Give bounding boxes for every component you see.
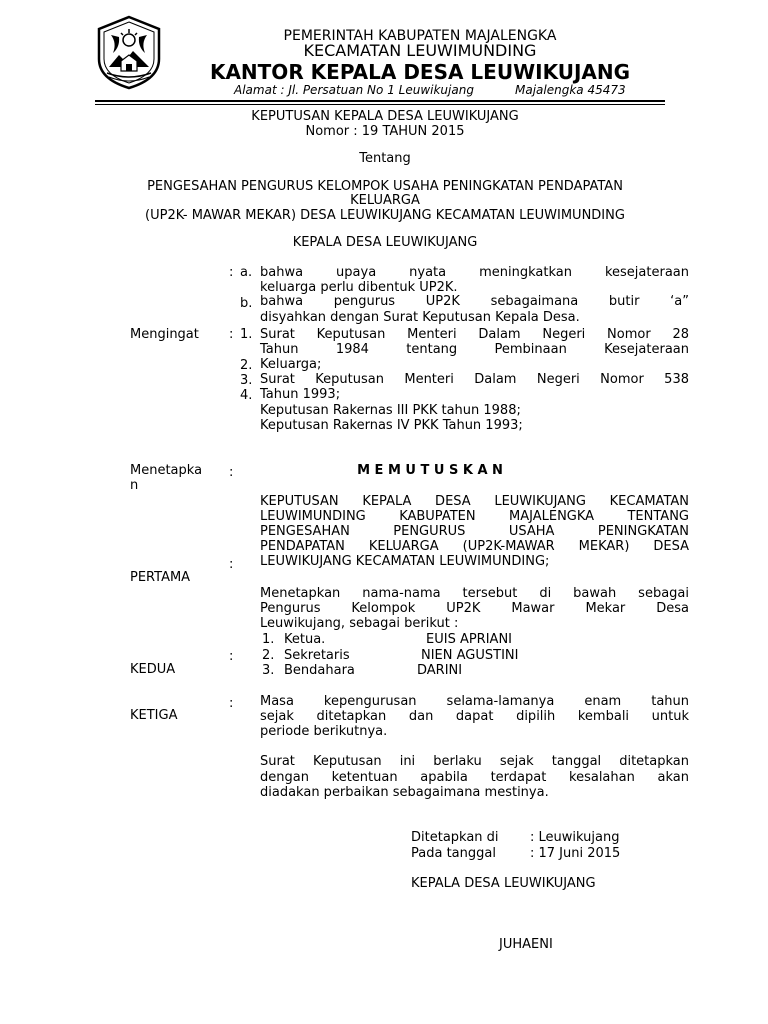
menimbang-a-line2: keluarga perlu dibentuk UP2K. xyxy=(260,280,458,295)
member-name: EUIS APRIANI xyxy=(426,632,512,647)
mengingat-line4: Surat Keputusan Menteri Dalam Negeri Nomor 538 xyxy=(260,372,689,387)
menimbang-b-line2: disyahkan dengan Surat Keputusan Kepala Desa. xyxy=(260,310,580,325)
letterhead-government: PEMERINTAH KABUPATEN MAJALENGKA xyxy=(283,28,557,44)
decree-about: Tentang xyxy=(359,151,411,166)
pertama-colon: : xyxy=(229,557,234,572)
mengingat-colon: : xyxy=(229,327,234,342)
signature-office: KEPALA DESA LEUWIKUJANG xyxy=(411,876,596,891)
decree-number: Nomor : 19 TAHUN 2015 xyxy=(305,124,465,139)
member-number: 1. xyxy=(262,632,275,647)
ketiga-line2: dengan ketentuan apabila terdapat kesalahan akan xyxy=(260,770,689,785)
member-number: 3. xyxy=(262,663,275,678)
decree-subject-line2: KELUARGA xyxy=(350,193,420,208)
menetapkan-label-wrap: n xyxy=(130,478,139,493)
regency-emblem-icon xyxy=(95,15,163,90)
letterhead-district: KECAMATAN LEUWIMUNDING xyxy=(303,41,537,60)
letterhead-office: KANTOR KEPALA DESA LEUWIKUJANG xyxy=(209,60,631,84)
mengingat-marker-2: 2. xyxy=(240,358,253,373)
mengingat-label: Mengingat xyxy=(130,327,199,342)
member-role: Ketua. xyxy=(284,632,326,647)
menetapkan-text-line5: LEUWIKUJANG KECAMATAN LEUWIMUNDING; xyxy=(260,554,550,569)
kedua-line2: sejak ditetapkan dan dapat dipilih kembali untuk xyxy=(260,709,689,724)
kedua-label: KEDUA xyxy=(130,662,176,677)
ketiga-label: KETIGA xyxy=(130,708,178,723)
menetapkan-text-line4: PENDAPATAN KELUARGA (UP2K-MAWAR MEKAR) DESA xyxy=(260,539,689,554)
menimbang-colon: : xyxy=(229,265,234,280)
member-role: Sekretaris xyxy=(284,648,350,663)
member-number: 2. xyxy=(262,648,275,663)
menimbang-a-line1: bahwa upaya nyata meningkatkan kesejateraan xyxy=(260,265,689,280)
decree-subject-line3: (UP2K- MAWAR MEKAR) DESA LEUWIKUJANG KECAMATAN LEUWIMUNDING xyxy=(145,208,625,223)
decree-title: KEPUTUSAN KEPALA DESA LEUWIKUJANG xyxy=(251,109,519,124)
member-name: DARINI xyxy=(417,663,463,678)
menetapkan-text-line3: PENGESAHAN PENGURUS USAHA PENINGKATAN xyxy=(260,524,689,539)
letterhead-address: Alamat : Jl. Persatuan No 1 Leuwikujang xyxy=(234,83,474,97)
pertama-line2: Pengurus Kelompok UP2K Mawar Mekar Desa xyxy=(260,601,689,616)
decree-subject-line1: PENGESAHAN PENGURUS KELOMPOK USAHA PENINGKATAN PENDAPATAN xyxy=(147,179,623,194)
member-role: Bendahara xyxy=(284,663,355,678)
menimbang-b-line1: bahwa pengurus UP2K sebagaimana butir ‘a” xyxy=(260,294,689,309)
signature-place-value: : Leuwikujang xyxy=(530,830,620,845)
signature-date-label: Pada tanggal xyxy=(411,846,496,861)
mengingat-line7: Keputusan Rakernas IV PKK Tahun 1993; xyxy=(260,418,523,433)
letterhead-rule xyxy=(95,100,665,102)
menetapkan-label: Menetapka xyxy=(130,463,203,478)
letterhead-city-postal: Majalengka 45473 xyxy=(515,83,626,97)
letterhead-rule-thin xyxy=(95,104,665,105)
menimbang-a-marker: a. xyxy=(240,265,253,280)
kedua-line3: periode berikutnya. xyxy=(260,724,388,739)
member-name: NIEN AGUSTINI xyxy=(421,648,519,663)
mengingat-line3: Keluarga; xyxy=(260,357,322,372)
memutuskan-heading: M E M U T U S K A N xyxy=(357,463,503,478)
menimbang-b-marker: b. xyxy=(240,296,253,311)
mengingat-line5: Tahun 1993; xyxy=(260,387,341,402)
mengingat-line1: Surat Keputusan Menteri Dalam Negeri Nomor 28 xyxy=(260,327,689,342)
menetapkan-text-line1: KEPUTUSAN KEPALA DESA LEUWIKUJANG KECAMATAN xyxy=(260,494,689,509)
menetapkan-text-line2: LEUWIMUNDING KABUPATEN MAJALENGKA TENTANG xyxy=(260,509,689,524)
mengingat-marker-4: 4. xyxy=(240,388,253,403)
ketiga-colon: : xyxy=(229,696,234,711)
ketiga-line1: Surat Keputusan ini berlaku sejak tanggal ditetapkan xyxy=(260,754,689,769)
signature-place-label: Ditetapkan di xyxy=(411,830,499,845)
ketiga-line3: diadakan perbaikan sebagaimana mestinya. xyxy=(260,785,549,800)
kedua-line1: Masa kepengurusan selama-lamanya enam tahun xyxy=(260,694,689,709)
pertama-line1: Menetapkan nama-nama tersebut di bawah sebagai xyxy=(260,586,689,601)
mengingat-marker-3: 3. xyxy=(240,373,253,388)
mengingat-line6: Keputusan Rakernas III PKK tahun 1988; xyxy=(260,403,521,418)
signature-date-value: : 17 Juni 2015 xyxy=(530,846,621,861)
mengingat-marker-1: 1. xyxy=(240,327,253,342)
kedua-colon: : xyxy=(229,649,234,664)
mengingat-line2: Tahun 1984 tentang Pembinaan Kesejateraan xyxy=(260,342,689,357)
decree-authority: KEPALA DESA LEUWIKUJANG xyxy=(292,235,478,250)
pertama-label: PERTAMA xyxy=(130,570,191,585)
menetapkan-colon: : xyxy=(229,465,234,480)
signature-name: JUHAENI xyxy=(499,937,553,952)
pertama-line3: Leuwikujang, sebagai berikut : xyxy=(260,616,459,631)
